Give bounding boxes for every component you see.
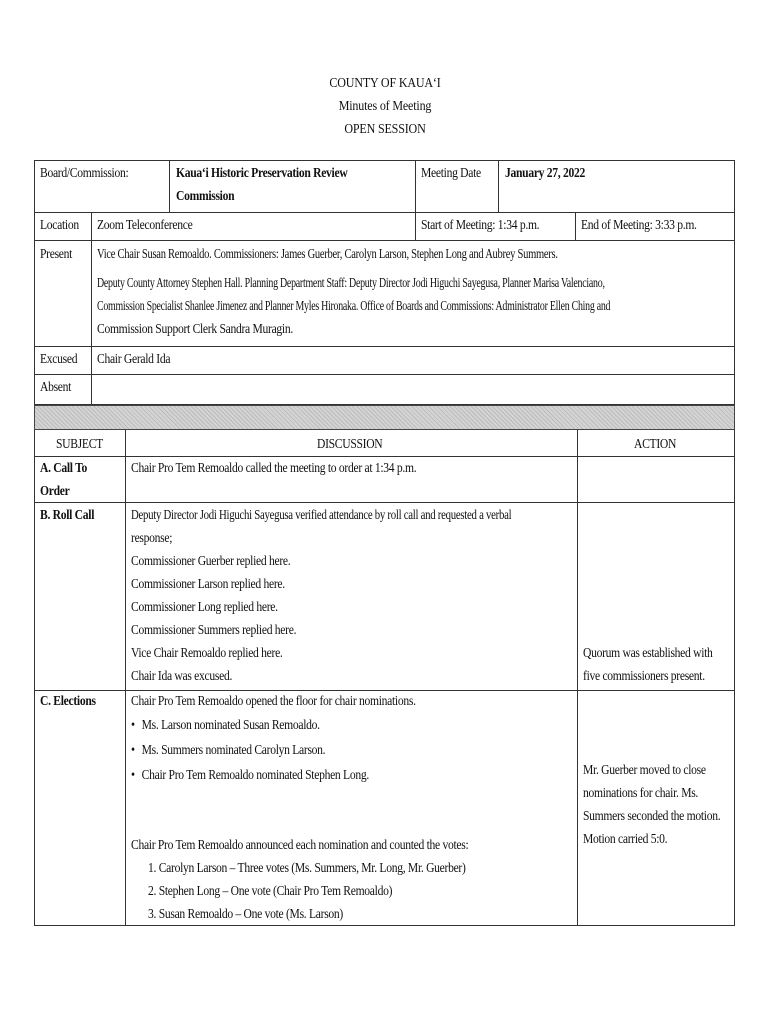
vote-result: 1. Carolyn Larson – Three votes (Ms. Summers, Mr. Long, Mr. Guerber) <box>148 860 466 875</box>
present-label: Present <box>40 246 73 261</box>
roll-call-line: response; <box>131 530 173 545</box>
start-of-meeting: Start of Meeting: 1:34 p.m. <box>421 217 540 232</box>
minutes-title: Minutes of Meeting <box>338 99 432 114</box>
vote-result: 2. Stephen Long – One vote (Chair Pro Tem Remoaldo) <box>148 883 393 898</box>
action-header: ACTION <box>634 436 677 451</box>
call-to-order-discussion: Chair Pro Tem Remoaldo called the meeting to order at 1:34 p.m. <box>131 460 417 475</box>
elections-intro: Chair Pro Tem Remoaldo opened the floor for chair nominations. <box>131 693 416 708</box>
present-attendees: Vice Chair Susan Remoaldo. Commissioners: James Guerber, Carolyn Larson, Stephen Long and Aubrey Summers. <box>97 246 558 261</box>
roll-call-action-cont: five commissioners present. <box>583 668 705 683</box>
elections-action: Summers seconded the motion. <box>583 808 721 823</box>
board-value: Kaua‘i Historic Preservation Review <box>176 165 348 180</box>
elections-action: nominations for chair. Ms. <box>583 785 699 800</box>
roll-call-line: Commissioner Guerber replied here. <box>131 553 291 568</box>
shaded-divider <box>34 405 735 430</box>
elections-bullet: • Ms. Larson nominated Susan Remoaldo. <box>131 717 320 733</box>
elections-bullet: • Chair Pro Tem Remoaldo nominated Stephen Long. <box>131 767 369 783</box>
subject-header: SUBJECT <box>56 436 103 451</box>
meeting-date-value: January 27, 2022 <box>505 165 586 180</box>
roll-call-line: Deputy Director Jodi Higuchi Sayegusa verified attendance by roll call and requested a verbal <box>131 507 512 522</box>
discussion-header: DISCUSSION <box>317 436 383 451</box>
elections-subject: C. Elections <box>40 693 96 708</box>
location-value: Zoom Teleconference <box>97 217 193 232</box>
call-to-order-subject: A. Call To <box>40 460 88 475</box>
roll-call-line: Chair Ida was excused. <box>131 668 233 683</box>
roll-call-line: Commissioner Larson replied here. <box>131 576 285 591</box>
board-value-cont: Commission <box>176 188 235 203</box>
vote-result: 3. Susan Remoaldo – One vote (Ms. Larson) <box>148 906 344 921</box>
elections-action: Mr. Guerber moved to close <box>583 762 706 777</box>
board-label: Board/Commission: <box>40 165 129 180</box>
excused-value: Chair Gerald Ida <box>97 351 171 366</box>
session-title: OPEN SESSION <box>344 122 426 137</box>
meeting-date-label: Meeting Date <box>421 165 481 180</box>
absent-label: Absent <box>40 379 72 394</box>
elections-action: Motion carried 5:0. <box>583 831 668 846</box>
roll-call-subject: B. Roll Call <box>40 507 95 522</box>
roll-call-line: Commissioner Long replied here. <box>131 599 278 614</box>
elections-bullet: • Ms. Summers nominated Carolyn Larson. <box>131 742 325 758</box>
call-to-order-subject-cont: Order <box>40 483 70 498</box>
elections-announce: Chair Pro Tem Remoaldo announced each nomination and counted the votes: <box>131 837 469 852</box>
end-of-meeting: End of Meeting: 3:33 p.m. <box>581 217 697 232</box>
present-staff-line2: Commission Specialist Shanlee Jimenez and Planner Myles Hironaka. Office of Boards and Commissions: Administrator Ellen Ching and <box>97 298 611 313</box>
county-title: COUNTY OF KAUA‘I <box>329 76 441 91</box>
roll-call-line: Commissioner Summers replied here. <box>131 622 297 637</box>
present-staff-line3: Commission Support Clerk Sandra Muragin. <box>97 321 293 336</box>
roll-call-action: Quorum was established with <box>583 645 713 660</box>
excused-label: Excused <box>40 351 78 366</box>
location-label: Location <box>40 217 79 232</box>
roll-call-line: Vice Chair Remoaldo replied here. <box>131 645 283 660</box>
present-staff-line1: Deputy County Attorney Stephen Hall. Planning Department Staff: Deputy Director Jodi Higuchi Sayegusa, Planner Marisa Valenciano, <box>97 275 605 290</box>
